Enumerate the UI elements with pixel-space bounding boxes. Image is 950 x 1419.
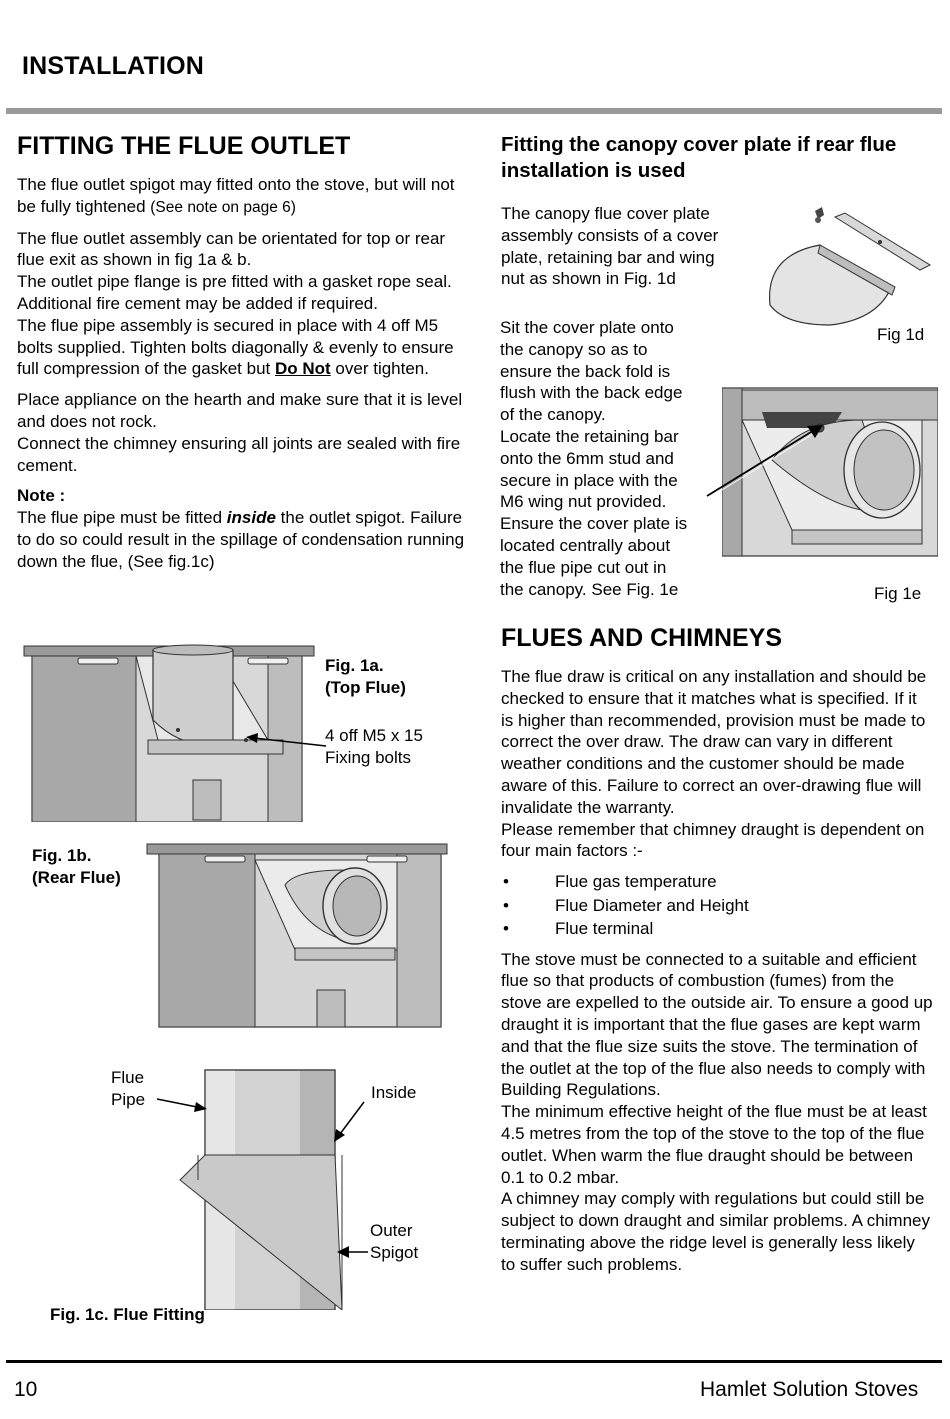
flues-section bbox=[501, 624, 933, 1276]
canopy-p2-l8: secure in place with the bbox=[500, 470, 678, 490]
over-tighten-text: over tighten. bbox=[330, 359, 429, 379]
fig1c-inside-arrow bbox=[330, 1100, 370, 1145]
fig1e-caption: Fig 1e bbox=[874, 584, 922, 603]
fitting-flue-title: FITTING THE FLUE OUTLET bbox=[17, 132, 351, 160]
canopy-p2-l3: ensure the back fold is bbox=[500, 361, 671, 381]
connection-text: The stove must be connected to a suitable and efficient flue so that products of combustion (fumes) from the stove are expelled to the outside air. To ensure a good up draught it is important that the flue gases are kept warm and that the flue size suits the stove. The termination of the outlet at the top of the flue also needs to comply with Building Regulations. bbox=[501, 949, 933, 1100]
canopy-p2-l10: Ensure the cover plate is bbox=[500, 514, 688, 534]
fig1a-title: Fig. 1a. bbox=[325, 656, 384, 675]
paragraph-spigot bbox=[17, 174, 467, 219]
canopy-p1-l2: assembly consists of a cover bbox=[501, 225, 719, 245]
note-emphasis: inside bbox=[226, 508, 276, 528]
canopy-p2-l12: the flue pipe cut out in bbox=[500, 557, 667, 577]
canopy-paragraph-1 bbox=[501, 203, 761, 290]
canopy-p2-l1: Sit the cover plate onto bbox=[500, 318, 674, 337]
flues-title: FLUES AND CHIMNEYS bbox=[501, 624, 783, 652]
canopy-paragraph-2 bbox=[500, 317, 720, 600]
canopy-p2-l4: flush with the back edge bbox=[500, 383, 683, 403]
page-number: 10 bbox=[14, 1378, 38, 1401]
fig1b-subtitle: (Rear Flue) bbox=[32, 868, 121, 887]
canopy-p2-l6: Locate the retaining bar bbox=[500, 426, 679, 446]
canopy-p2-l9: M6 wing nut provided. bbox=[500, 492, 667, 512]
fig1b-title: Fig. 1b. bbox=[32, 846, 92, 865]
fig1a-bolts-label: 4 off M5 x 15 bbox=[325, 726, 423, 745]
canopy-title: Fitting the canopy cover plate if rear flue installation is used bbox=[501, 133, 897, 182]
paragraph-orientation bbox=[17, 228, 467, 381]
canopy-p1-l1: The canopy flue cover plate bbox=[501, 204, 710, 223]
factor-item: • Flue gas temperature bbox=[501, 870, 933, 894]
fig1c-flue-arrow bbox=[155, 1093, 210, 1113]
canopy-p2-l7: onto the 6mm stud and bbox=[500, 448, 674, 468]
minimum-height-text: The minimum effective height of the flue must be at least 4.5 metres from the top of the stove to the top of the flue outlet. When warm the flue draught should be between 0.1 to 0.2 mbar. bbox=[501, 1102, 927, 1187]
flues-paragraph-3 bbox=[501, 949, 933, 1276]
canopy-p2-l11: located centrally about bbox=[500, 535, 671, 555]
down-draught-text: A chimney may comply with regulations but could still be subject to down draught and similar problems. A chimney terminating above the ridge level is generally less likely to suffer such problems. bbox=[501, 1189, 931, 1274]
draught-factors-intro: Please remember that chimney draught is dependent on four main factors :- bbox=[501, 819, 925, 861]
header-rule bbox=[6, 108, 942, 114]
canopy-p2-l2: the canopy so as to bbox=[500, 339, 648, 359]
fig1c-outer-arrow bbox=[335, 1244, 370, 1260]
canopy-section bbox=[501, 132, 931, 184]
fig1e-wing-nut-arrow bbox=[703, 420, 828, 500]
fig1b-rear-flue-illustration bbox=[145, 840, 450, 1028]
factor-item: • Flue terminal bbox=[501, 917, 933, 941]
fig1c-pipe-label: Pipe bbox=[111, 1090, 146, 1109]
fig1a-bolts-label-2: Fixing bolts bbox=[325, 748, 411, 767]
spigot-text: The flue outlet spigot may fitted onto the stove, but will not be fully tightened bbox=[17, 175, 455, 216]
orientation-line: The flue outlet assembly can be orientated for top or rear flue exit as shown in fig 1a & b. bbox=[17, 228, 446, 270]
section-header: INSTALLATION bbox=[22, 52, 205, 80]
canopy-p2-l13: the canopy. See Fig. 1e bbox=[500, 579, 679, 599]
fig1c-flue-label: Flue bbox=[111, 1068, 145, 1087]
hearth-line: Place appliance on the hearth and make sure that it is level and does not rock. bbox=[17, 390, 463, 431]
footer-brand: Hamlet Solution Stoves bbox=[700, 1378, 919, 1401]
bolts-line: The flue pipe assembly is secured in place with 4 off M5 bolts supplied. Tighten bolts diagonally & evenly to ensure full compression of the gasket but bbox=[17, 315, 454, 379]
do-not-text: Do Not bbox=[274, 359, 331, 379]
canopy-p2-l5: of the canopy. bbox=[500, 405, 606, 425]
flue-draw-text: The flue draw is critical on any installation and should be checked to ensure that it matches what is specified. If it is higher than recommended, provision must be made to correct the over draw. The draw can vary in different weather conditions and the customer should be made aware of this. Failure to correct an over-drawing flue will invalidate the warranty. bbox=[501, 667, 927, 817]
flues-paragraph-1 bbox=[501, 666, 933, 862]
note-label: Note : bbox=[17, 486, 66, 506]
fig1a-subtitle: (Top Flue) bbox=[325, 678, 406, 697]
factor-item: • Flue Diameter and Height bbox=[501, 894, 933, 918]
fig1c-outer-label: Outer bbox=[370, 1221, 413, 1240]
note-post: the outlet spigot. Failure to do so could result in the spillage of condensation running down the flue, (See fig.1c) bbox=[17, 508, 465, 571]
fig1c-spigot-label: Spigot bbox=[370, 1243, 419, 1262]
canopy-p1-l4: nut as shown in Fig. 1d bbox=[501, 269, 676, 289]
left-column bbox=[17, 132, 467, 573]
fig1c-caption: Fig. 1c. Flue Fitting bbox=[50, 1305, 205, 1324]
footer-rule bbox=[6, 1360, 942, 1363]
fig1d-caption: Fig 1d bbox=[877, 325, 925, 344]
gasket-line: The outlet pipe flange is pre fitted with a gasket rope seal. Additional fire cement may be added if required. bbox=[17, 272, 452, 313]
paragraph-hearth bbox=[17, 389, 467, 476]
note-block bbox=[17, 485, 467, 572]
fig1a-bolt-arrow bbox=[240, 730, 330, 750]
fig1d-cover-plate-illustration bbox=[760, 205, 935, 330]
canopy-p1-l3: plate, retaining bar and wing bbox=[501, 247, 715, 267]
page-note: (See note on page 6) bbox=[150, 198, 296, 216]
note-pre: The flue pipe must be fitted bbox=[17, 508, 227, 528]
fig1c-inside-label: Inside bbox=[371, 1083, 417, 1102]
chimney-line: Connect the chimney ensuring all joints are sealed with fire cement. bbox=[17, 433, 461, 475]
draught-factors-list bbox=[501, 870, 933, 941]
